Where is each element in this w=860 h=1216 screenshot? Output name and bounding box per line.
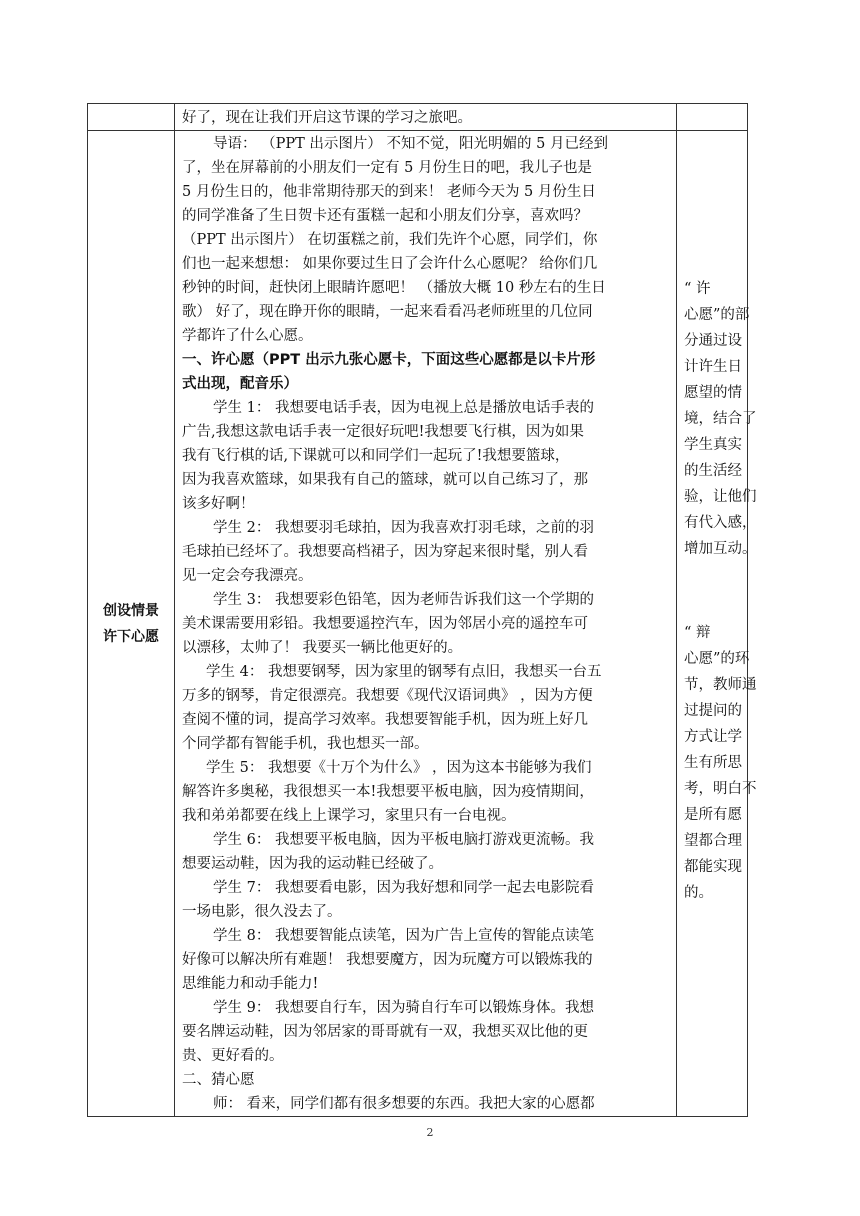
note-line: 望都合理 <box>684 833 742 849</box>
content-line: 学生 8： 我想要智能点读笔，因为广告上宣传的智能点读笔 <box>213 928 594 944</box>
note-line: 方式让学 <box>684 729 742 745</box>
section-content <box>175 131 676 1116</box>
content-line: 的同学准备了生日贺卡还有蛋糕一起和小朋友们分享，喜欢吗？ <box>182 208 588 224</box>
note-line: 心愿”的部 <box>684 307 750 323</box>
note-line: 验，让他们 <box>684 489 757 505</box>
content-line: 以漂移，太帅了！ 我要买一辆比他更好的。 <box>182 640 463 656</box>
table-row <box>88 104 748 131</box>
content-line: 要名牌运动鞋，因为邻居家的哥哥就有一双，我想买双比他的更 <box>182 1024 588 1040</box>
section-label-cell <box>88 131 175 1117</box>
table-row <box>88 131 748 1117</box>
content-line: 师： 看来，同学们都有很多想要的东西。我把大家的心愿都 <box>213 1096 595 1112</box>
design-note-wish <box>677 131 757 562</box>
note-line: 都能实现 <box>684 859 742 875</box>
content-line: 学生 9： 我想要自行车，因为骑自行车可以锻炼身体。我想 <box>213 1000 594 1016</box>
section-label-line: 创设情景 <box>103 602 159 619</box>
row-label-cell <box>88 104 175 131</box>
row-note-cell <box>677 104 748 131</box>
content-line: 秒钟的时间，赶快闭上眼睛许愿吧！ （播放大概 10 秒左右的生日 <box>182 280 606 296</box>
section-label-line: 许下心愿 <box>103 628 159 645</box>
content-line: 想要运动鞋，因为我的运动鞋已经破了。 <box>182 856 443 872</box>
content-line: 学生 4： 我想要钢琴，因为家里的钢琴有点旧，我想买一台五 <box>206 664 602 680</box>
content-line: 美术课需要用彩铅。我想要遥控汽车，因为邻居小亮的遥控车可 <box>182 616 588 632</box>
note-line: 计许生日 <box>684 359 742 375</box>
content-line: 式出现，配音乐） <box>182 376 298 392</box>
content-line: 学生 7： 我想要看电影，因为我好想和同学一起去电影院看 <box>213 880 594 896</box>
note-line: 分通过设 <box>684 333 742 349</box>
content-line: 贵、更好看的。 <box>182 1048 284 1064</box>
note-line: “ 许 <box>684 281 711 297</box>
content-line: 们也一起来想想： 如果你要过生日了会许什么心愿呢？ 给你们几 <box>182 256 598 272</box>
content-line: 因为我喜欢篮球，如果我有自己的篮球，就可以自己练习了，那 <box>182 472 588 488</box>
content-line: 查阅不懂的词，提高学习效率。我想要智能手机，因为班上好几 <box>182 712 588 728</box>
section-content-cell <box>175 131 677 1117</box>
content-line: 见一定会夸我漂亮。 <box>182 568 313 584</box>
note-line: 有代入感， <box>684 515 757 531</box>
content-line: 二、猜心愿 <box>182 1072 255 1088</box>
note-line: 的生活经 <box>684 463 742 479</box>
note-line: 生有所思 <box>684 755 742 771</box>
content-line: 导语： （PPT 出示图片） 不知不觉，阳光明媚的 5 月已经到 <box>213 136 608 152</box>
row-content-cell <box>175 104 677 131</box>
note-line: 考，明白不 <box>684 781 757 797</box>
note-line: 过提问的 <box>684 703 742 719</box>
content-line: 学生 6： 我想要平板电脑，因为平板电脑打游戏更流畅。我 <box>213 832 594 848</box>
note-line: 增加互动。 <box>684 541 757 557</box>
content-line: 歌） 好了，现在睁开你的眼睛，一起来看看冯老师班里的几位同 <box>182 304 593 320</box>
content-line: 学生 1： 我想要电话手表，因为电视上总是播放电话手表的 <box>213 400 594 416</box>
content-line: 好了，现在让我们开启这节课的学习之旅吧。 <box>182 110 472 126</box>
content-line: 学都许了什么心愿。 <box>182 328 313 344</box>
content-line: 广告,我想这款电话手表一定很好玩吧!我想要飞行棋，因为如果 <box>182 424 584 440</box>
note-line: “ 辩 <box>684 625 711 641</box>
note-line: 心愿”的环 <box>684 651 750 667</box>
content-line: 学生 5： 我想要《十万个为什么》 ，因为这本书能够为我们 <box>206 760 592 776</box>
note-line: 节，教师通 <box>684 677 757 693</box>
content-line: 了，坐在屏幕前的小朋友们一定有 5 月份生日的吧，我儿子也是 <box>182 160 592 176</box>
content-line: 我有飞行棋的话,下课就可以和同学们一起玩了!我想要篮球， <box>182 448 570 464</box>
section-note-cell <box>677 131 757 1117</box>
note-line: 境，结合了 <box>684 411 757 427</box>
note-line: 是所有愿 <box>684 807 742 823</box>
content-line: 我和弟弟都要在线上上课学习，家里只有一台电视。 <box>182 808 516 824</box>
content-line: 好像可以解决所有难题！ 我想要魔方，因为玩魔方可以锻炼我的 <box>182 952 593 968</box>
page-number: 2 <box>426 1126 434 1139</box>
content-line: 一场电影，很久没去了。 <box>182 904 342 920</box>
content-line: 5 月份生日的，他非常期待那天的到来！ 老师今天为 5 月份生日 <box>182 184 596 200</box>
note-line: 学生真实 <box>684 437 742 453</box>
content-line: 解答许多奥秘，我很想买一本!我想要平板电脑，因为疫情期间， <box>182 784 594 800</box>
content-line: 万多的钢琴，肯定很漂亮。我想要《现代汉语词典》 ，因为方便 <box>182 688 593 704</box>
lesson-plan-table <box>87 103 757 1117</box>
content-line: 个同学都有智能手机，我也想买一部。 <box>182 736 429 752</box>
note-line: 的。 <box>684 885 713 901</box>
content-line: 该多好啊！ <box>182 496 255 512</box>
design-note-debate <box>677 562 757 906</box>
content-line: （PPT 出示图片） 在切蛋糕之前，我们先许个心愿，同学们，你 <box>182 232 598 248</box>
note-line: 愿望的情 <box>684 385 742 401</box>
content-line: 思维能力和动手能力! <box>182 976 319 992</box>
content-line: 一、许心愿（PPT 出示九张心愿卡，下面这些心愿都是以卡片形 <box>182 352 596 368</box>
content-line: 毛球拍已经坏了。我想要高档裙子，因为穿起来很时髦，别人看 <box>182 544 588 560</box>
content-line: 学生 2： 我想要羽毛球拍，因为我喜欢打羽毛球，之前的羽 <box>213 520 594 536</box>
content-line: 学生 3： 我想要彩色铅笔，因为老师告诉我们这一个学期的 <box>213 592 594 608</box>
